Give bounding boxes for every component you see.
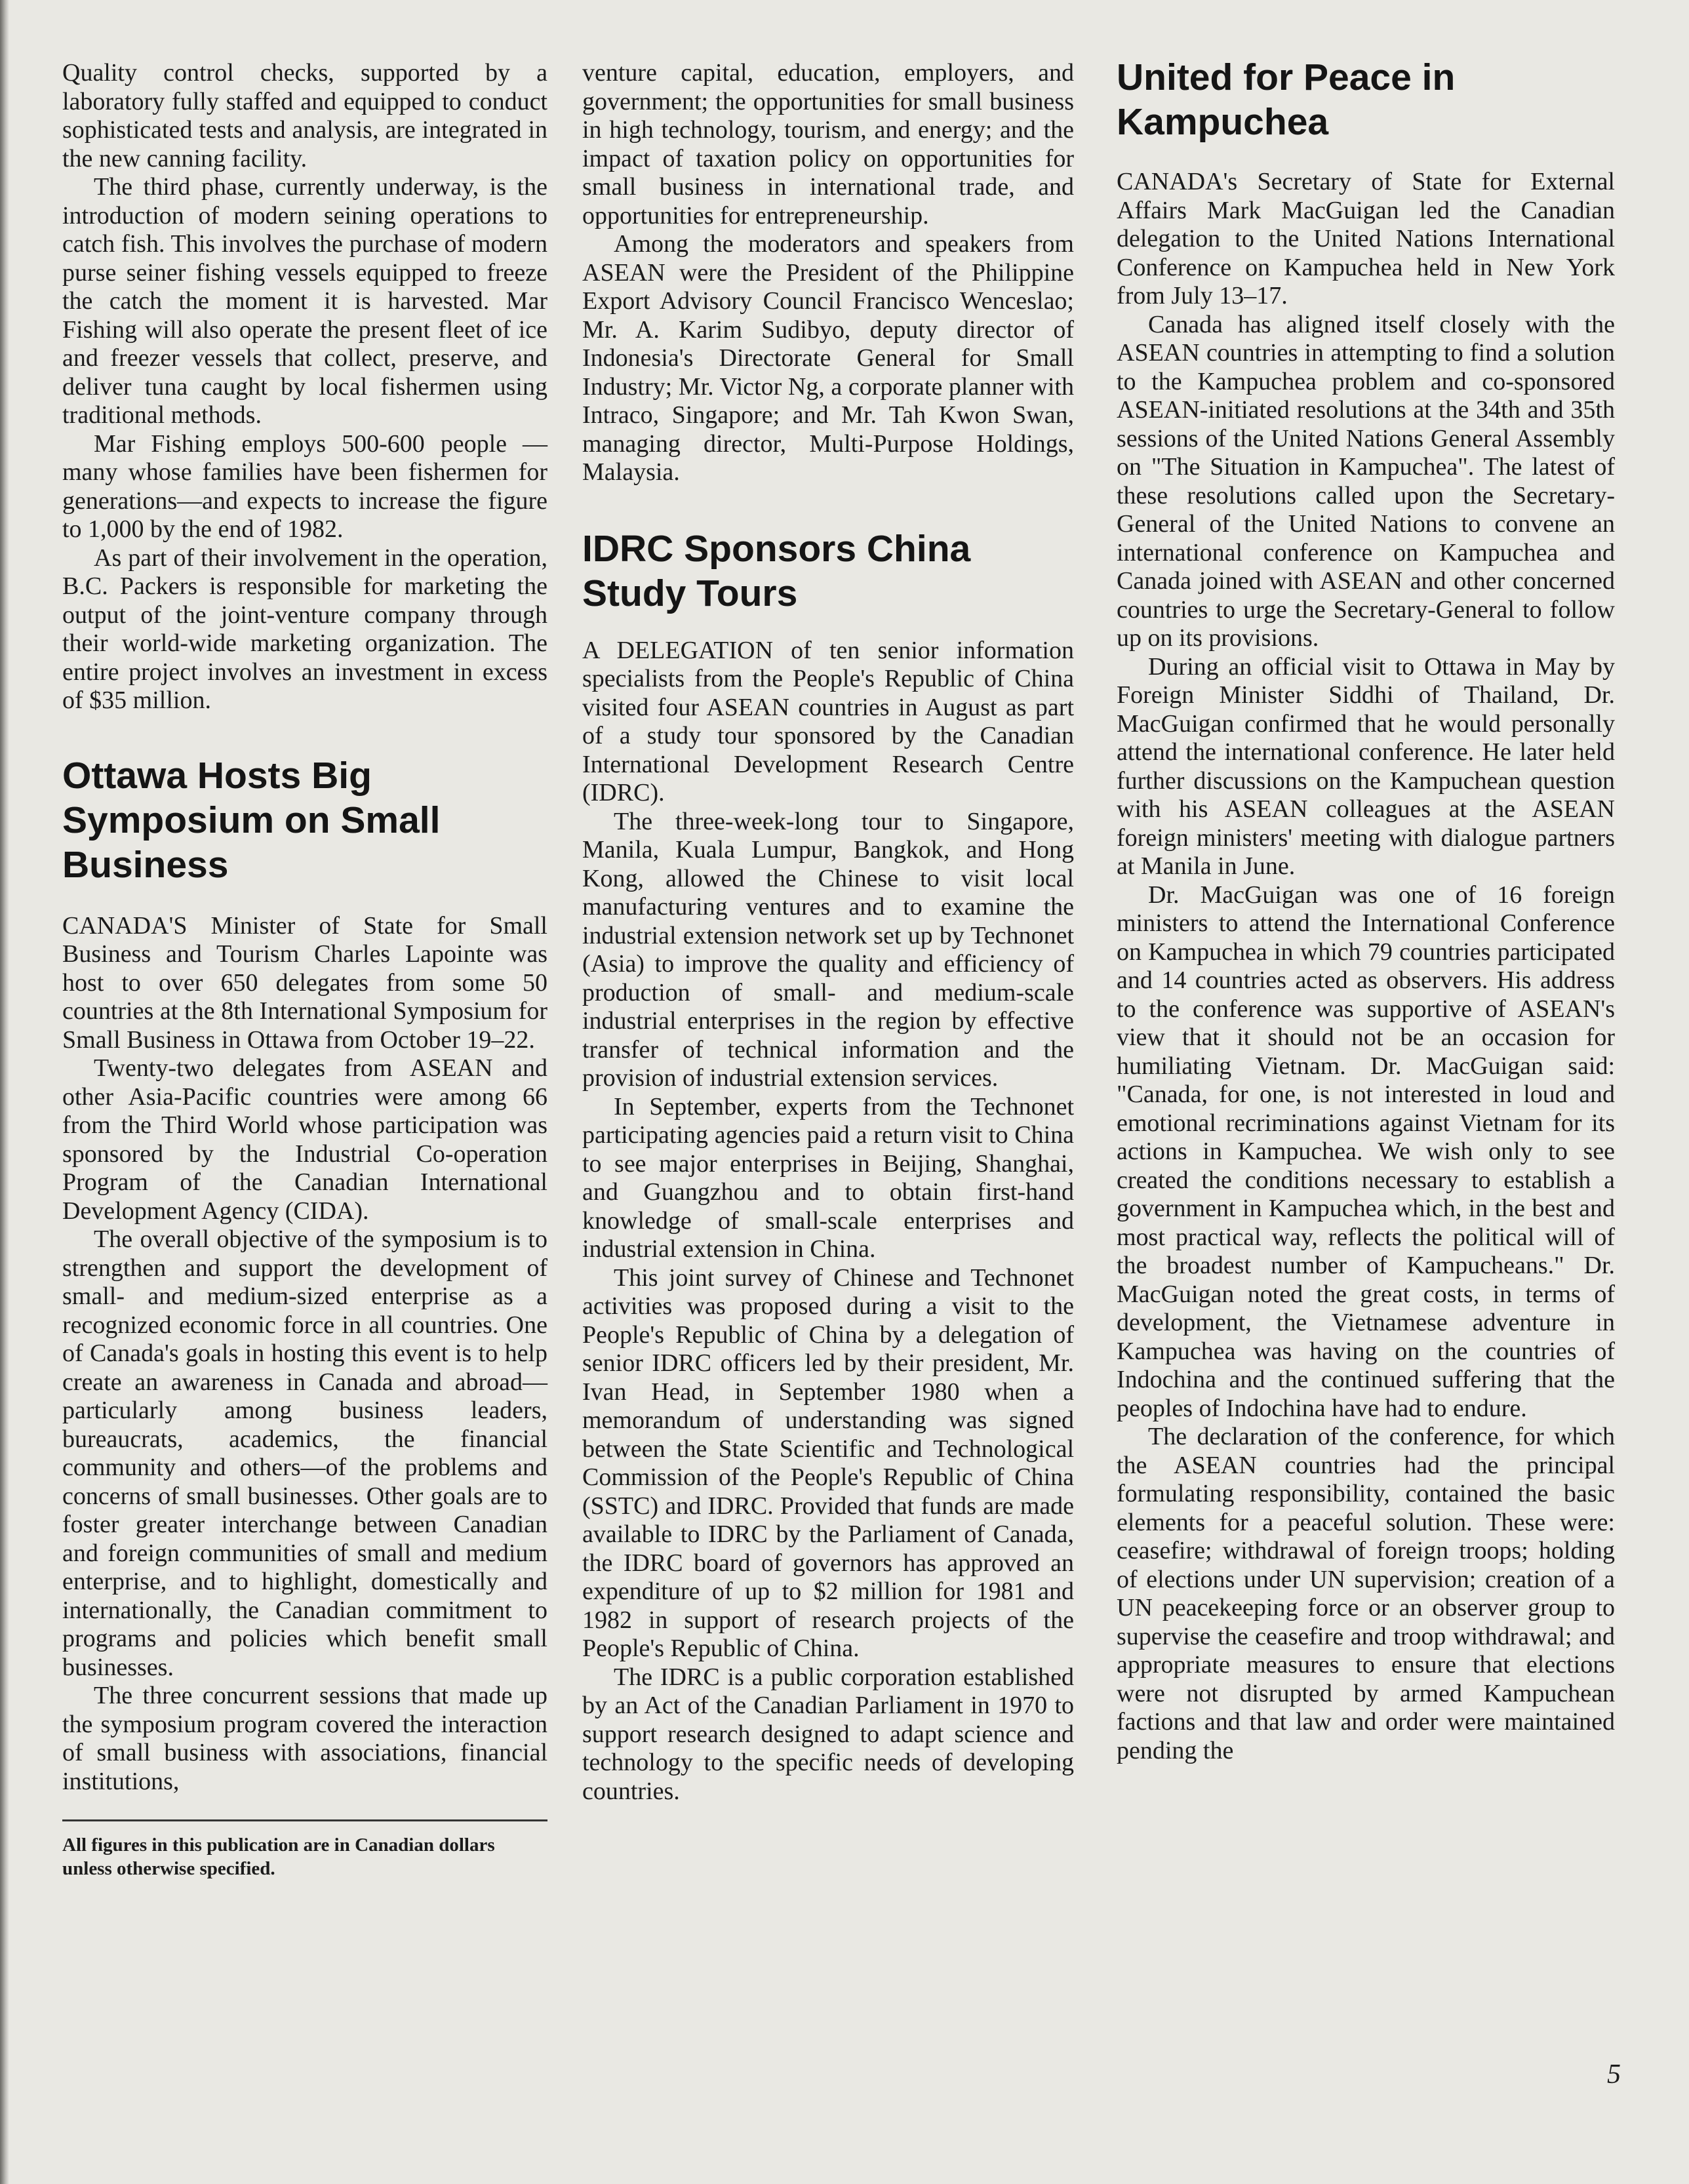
- column-middle: [582, 59, 1074, 1806]
- paragraph: The overall objective of the symposium is to strengthen and support the development of small- and medium-sized enterprise as a recognized economic force in all countries. One of Canada's goals in hosting this event is to help create an awareness in Canada and abroad—particularly among business leaders, bureaucrats, academics, the financial community and others—of the problems and concerns of small businesses. Other goals are to foster greater interchange between Canadian and foreign communities of small and medium enterprise, and to highlight, domestically and internationally, the Canadian commitment to programs and policies which benefit small businesses.: [62, 1225, 547, 1681]
- paragraph: During an official visit to Ottawa in May by Foreign Minister Siddhi of Thailand, Dr. MacGuigan confirmed that he would personally attend the international conference. He later held further discussions on the Kampuchean question with his ASEAN colleagues at the ASEAN foreign ministers' meeting with dialogue partners at Manila in June.: [1117, 652, 1615, 880]
- paragraph: Among the moderators and speakers from ASEAN were the President of the Philippine Export Advisory Council Francisco Wenceslao; Mr. A. Karim Sudibyo, deputy director of Indonesia's Directorate General for Small Industry; Mr. Victor Ng, a corporate planner with Intraco, Singapore; and Mr. Tah Kwon Swan, managing director, Multi-Purpose Holdings, Malaysia.: [582, 230, 1074, 486]
- column-left: [62, 59, 547, 1880]
- column-right: [1117, 55, 1615, 1765]
- paragraph: As part of their involvement in the operation, B.C. Packers is responsible for marketing the output of the joint-venture company through their world-wide marketing organization. The entire project involves an investment in excess of $35 million.: [62, 544, 547, 714]
- article-headline-symposium: Ottawa Hosts Big Symposium on Small Business: [62, 754, 441, 886]
- paragraph: Quality control checks, supported by a laboratory fully staffed and equipped to conduct sophisticated tests and analysis, are integrated in the new canning facility.: [62, 59, 547, 172]
- paragraph: venture capital, education, employers, and government; the opportunities for small business in high technology, tourism, and energy; and the impact of taxation policy on opportunities for small business in international trade, and opportunities for entrepreneurship.: [582, 59, 1074, 229]
- paragraph-lead: CANADA'S Minister of State for Small Business and Tourism Charles Lapointe was host to over 650 delegates from some 50 countries at the 8th International Symposium for Small Business in Ottawa from October 19–22.: [62, 911, 547, 1054]
- paragraph: The IDRC is a public corporation established by an Act of the Canadian Parliament in 1970 to support research designed to adapt science and technology to the specific needs of developing countries.: [582, 1663, 1074, 1805]
- paragraph: The declaration of the conference, for which the ASEAN countries had the principal formulating responsibility, contained the basic elements for a peaceful solution. These were: ceasefire; withdrawal of foreign troops; holding of elections under UN supervision; creation of a UN peacekeeping force or an observer group to supervise the ceasefire and troop withdrawal; and appropriate measures to ensure that elections were not disrupted by armed Kampuchean factions and that law and order were maintained pending the: [1117, 1423, 1615, 1764]
- footnote: All figures in this publication are in Canadian dollars unless otherwise specified.: [62, 1835, 495, 1879]
- paragraph: The third phase, currently underway, is the introduction of modern seining operations to catch fish. This involves the purchase of modern purse seiner fishing vessels equipped to freeze the catch the moment it is harvested. Mar Fishing will also operate the present fleet of ice and freezer vessels that collect, preserve, and deliver tuna caught by local fishermen using traditional methods.: [62, 173, 547, 429]
- article-headline-kampuchea: United for Peace in Kampuchea: [1117, 56, 1456, 143]
- paragraph-lead: A DELEGATION of ten senior information specialists from the People's Republic of China visited four ASEAN countries in August as part of a study tour sponsored by the Canadian International Development Research Centre (IDRC).: [582, 636, 1074, 806]
- paragraph-lead: CANADA's Secretary of State for External Affairs Mark MacGuigan led the Canadian delegation to the United Nations International Conference on Kampuchea held in New York from July 13–17.: [1117, 168, 1615, 309]
- paragraph: In September, experts from the Technonet participating agencies paid a return visit to China to see major enterprises in Beijing, Shanghai, and Guangzhou and to obtain first-hand knowledge of small-scale enterprises and industrial extension in China.: [582, 1092, 1074, 1263]
- footnote-divider: [62, 1819, 547, 1821]
- paragraph: This joint survey of Chinese and Technonet activities was proposed during a visit to the People's Republic of China by a delegation of senior IDRC officers led by their president, Mr. Ivan Head, in September 1980 when a memorandum of understanding was signed between the State Scientific and Technological Commission of the People's Republic of China (SSTC) and IDRC. Provided that funds are made available to IDRC by the Parliament of Canada, the IDRC board of governors has approved an expenditure of up to $2 million for 1981 and 1982 in support of research projects of the People's Republic of China.: [582, 1263, 1074, 1662]
- page-binding-edge: [0, 0, 9, 2184]
- paragraph: Canada has aligned itself closely with the ASEAN countries in attempting to find a solution to the Kampuchea problem and co-sponsored ASEAN-initiated resolutions at the 34th and 35th sessions of the United Nations General Assembly on "The Situation in Kampuchea". The latest of these resolutions called upon the Secretary-General of the United Nations to convene an international conference on Kampuchea and Canada joined with ASEAN and other concerned countries to urge the Secretary-General to follow up on its provisions.: [1117, 310, 1615, 652]
- paragraph: Twenty-two delegates from ASEAN and other Asia-Pacific countries were among 66 from the Third World whose participation was sponsored by the Industrial Co-operation Program of the Canadian International Development Agency (CIDA).: [62, 1054, 547, 1225]
- page-number: 5: [1607, 2059, 1621, 2090]
- paragraph: The three concurrent sessions that made up the symposium program covered the interaction of small business with associations, financial institutions,: [62, 1682, 547, 1795]
- paragraph: The three-week-long tour to Singapore, Manila, Kuala Lumpur, Bangkok, and Hong Kong, allowed the Chinese to visit local manufacturing ventures and to examine the industrial extension network set up by Technonet (Asia) to improve the quality and efficiency of production of small- and medium-scale industrial enterprises in the region by effective transfer of technical information and the provision of industrial extension services.: [582, 807, 1074, 1092]
- paragraph: Mar Fishing employs 500-600 people —many whose families have been fishermen for generations—and expects to increase the figure to 1,000 by the end of 1982.: [62, 429, 547, 543]
- article-headline-idrc: IDRC Sponsors China Study Tours: [582, 527, 971, 614]
- paragraph: Dr. MacGuigan was one of 16 foreign ministers to attend the International Conference on Kampuchea in which 79 countries participated and 14 countries acted as observers. His address to the conference was supportive of ASEAN's view that it should not be an occasion for humiliating Vietnam. Dr. MacGuigan said: "Canada, for one, is not interested in loud and emotional recriminations against Vietnam for its actions in Kampuchea. We wish only to see created the conditions necessary to establish a government in Kampuchea which, in the best and most practical way, reflects the political will of the broadest number of Kampucheans." Dr. MacGuigan noted the great costs, in terms of development, the Vietnamese adventure in Kampuchea was having on the countries of Indochina and the continued suffering that the peoples of Indochina have had to endure.: [1117, 881, 1615, 1422]
